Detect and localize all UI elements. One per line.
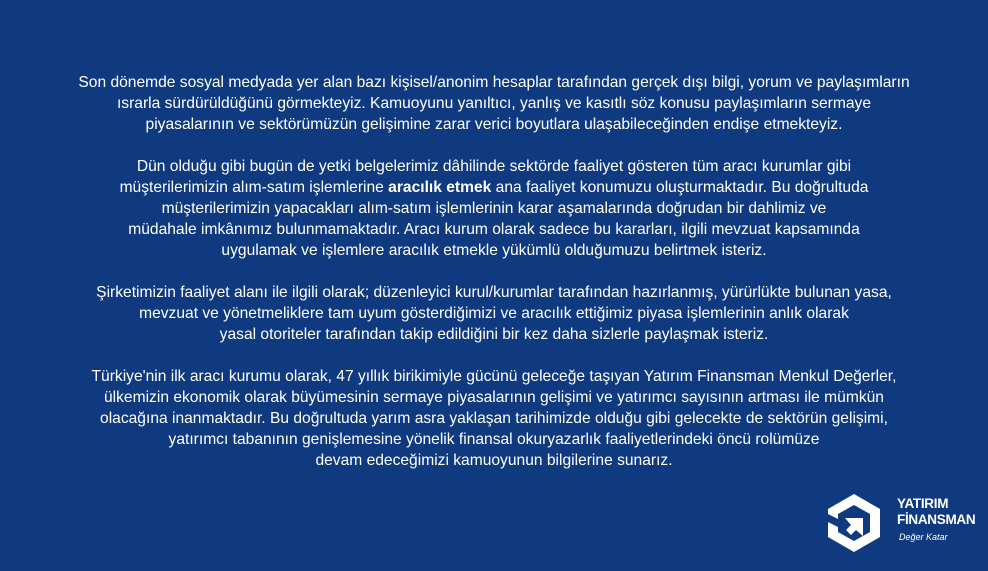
line-segment: müşterilerimizin alım-satım işlemlerine <box>119 179 389 196</box>
paragraph-line: yatırımcı tabanının genişlemesine yönelik finansal okuryazarlık faaliyetlerindeki öncü rolümüze <box>168 431 820 448</box>
paragraph-line: devam edeceğimizi kamuoyunun bilgilerine sunarız. <box>315 452 673 469</box>
logo-line-1: YATIRIM <box>897 496 949 511</box>
paragraph-line: Dün olduğu gibi bugün de yetki belgelerimiz dâhilinde sektörde faaliyet gösteren tüm aracı kurumlar gibi <box>136 158 852 175</box>
paragraph-line: Son dönemde sosyal medyada yer alan bazı kişisel/anonim hesaplar tarafından gerçek dışı bilgi, yorum ve paylaşımların <box>78 74 910 91</box>
cube-arrow-icon <box>823 492 885 554</box>
paragraph-line: yasal otoriteler tarafından takip edildiğini bir kez daha sizlerle paylaşmak isteriz. <box>219 326 769 343</box>
paragraph-line: ısrarla sürdürüldüğünü görmekteyiz. Kamuoyunu yanıltıcı, yanlış ve kasıtlı söz konusu paylaşımların sermaye <box>116 95 872 112</box>
logo-wordmark <box>897 496 975 528</box>
company-logo <box>823 492 976 554</box>
paragraph-line: Şirketimizin faaliyet alanı ile ilgili olarak; düzenleyici kurul/kurumlar tarafından hazırlanmış, yürürlükte bulunan yasa, <box>96 284 892 301</box>
paragraph-2 <box>0 156 988 261</box>
paragraph-line: müdahale imkânımız bulunmamaktadır. Aracı kurum olarak sadece bu kararları, ilgili mevzuat kapsamında <box>128 221 860 238</box>
paragraph-line: piyasalarının ve sektörümüzün gelişimine zarar verici boyutlara ulaşabileceğinden endişe etmekteyiz. <box>145 116 843 133</box>
paragraph-1 <box>0 72 988 135</box>
paragraph-line: müşterilerimizin yapacakları alım-satım işlemlerinin karar aşamalarında doğrudan bir dahlimiz ve <box>161 200 827 217</box>
paragraph-line: Türkiye'nin ilk aracı kurumu olarak, 47 yıllık birikimiyle gücünü geleceğe taşıyan Yatırım Finansman Menkul Değerler, <box>91 368 897 385</box>
paragraph-line: ülkemizin ekonomik olarak büyümesinin sermaye piyasalarının gelişimi ve yatırımcı sayısının artması ile mümkün <box>104 389 884 406</box>
paragraph-line: olacağına inanmaktadır. Bu doğrultuda yarım asra yaklaşan tarihimizde olduğu gibi gelecekte de sektörün gelişimi, <box>100 410 888 427</box>
paragraph-line <box>0 177 988 198</box>
line-segment: ana faaliyet konumuzu oluşturmaktadır. Bu doğrultuda <box>491 179 869 196</box>
paragraph-4 <box>0 366 988 471</box>
logo-tagline: Değer Katar <box>899 532 948 542</box>
statement-body <box>0 72 988 492</box>
logo-line-2: FİNANSMAN <box>897 512 976 527</box>
paragraph-line: mevzuat ve yönetmeliklere tam uyum gösterdiğimizi ve aracılık ettiğimiz piyasa işlemlerinin anlık olarak <box>139 305 849 322</box>
emphasis-text: aracılık etmek <box>388 179 492 196</box>
paragraph-line: uygulamak ve işlemlere aracılık etmekle yükümlü olduğumuzu belirtmek isteriz. <box>221 242 767 259</box>
paragraph-3 <box>0 282 988 345</box>
